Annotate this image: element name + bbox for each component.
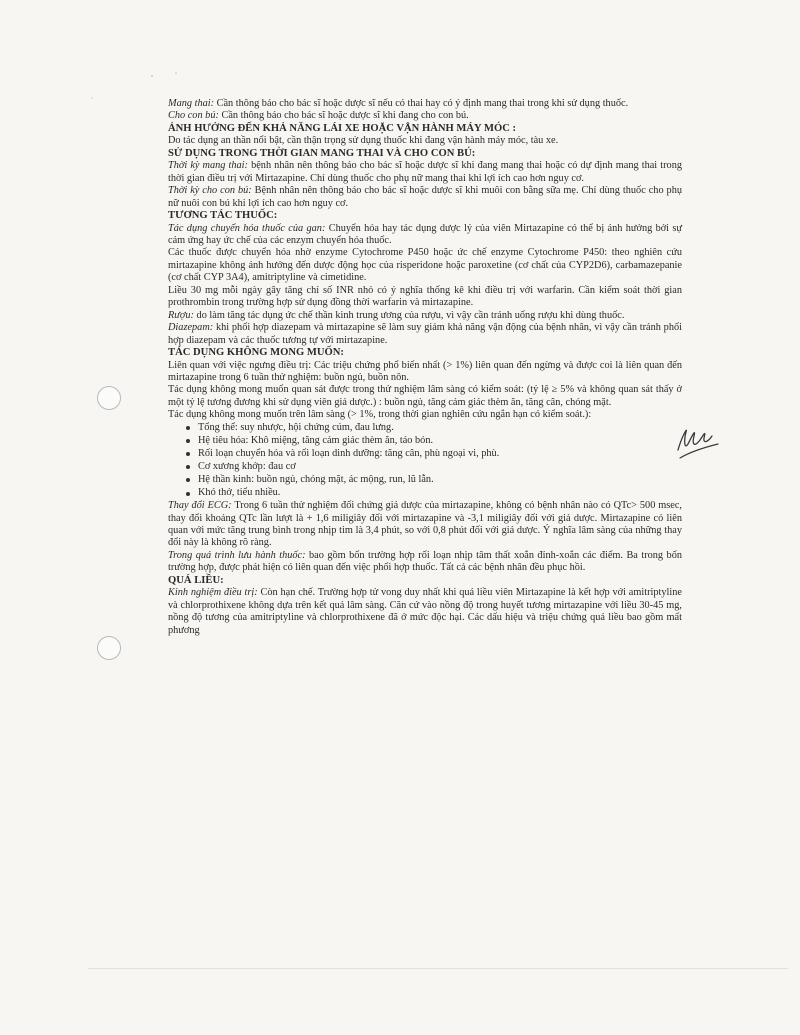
paragraph bbox=[168, 247, 682, 284]
paragraph bbox=[168, 110, 682, 122]
paragraph-text: Các thuốc được chuyển hóa nhờ enzyme Cytochrome P450 hoặc ức chế enzyme Cytochrome P450: theo nghiên cứu mirtazapine không ảnh hưởng đến dược động học của risperidone hoặc paroxetine (cơ chất của CYP2D6), carbamazepanie (cơ chất CYP 3A4), amitriptyline và cimetidine. bbox=[168, 247, 682, 284]
paragraph-text: Còn hạn chế. Trường hợp tử vong duy nhất khi quá liều viên Mirtazapine là kết hợp với amitriptyline và chlorprothixene không dựa trên kết quả lâm sàng. Căn cứ vào nồng độ trong huyết tương mirtazapine với liều 30-45 mg, nồng độ tương của amitriptyline và chlorprothixene đã ở mức độc hại. Các dấu hiệu và triệu chứng quá liều bao gồm mất phương bbox=[168, 587, 682, 636]
bullet-list bbox=[168, 422, 682, 500]
paragraph bbox=[168, 384, 682, 409]
paragraph bbox=[168, 285, 682, 310]
punch-hole-lower bbox=[97, 636, 121, 660]
paragraph-text: Bệnh nhân nên thông báo cho bác sĩ hoặc dược sĩ khi muôi con bằng sữa mẹ. Chỉ dùng thuốc cho phụ nữ nuôi con bú khi lợi ích cao hơn nguy cơ. bbox=[168, 185, 683, 209]
paragraph-text: bệnh nhân nên thông báo cho bác sĩ hoặc dược sĩ khi đang mang thai hoặc có dự định mang thai trong thời gian điều trị với Mirtazapine. Chỉ dùng thuốc cho phụ nữ mang thai khi lợi ích cao hơn nguy cơ. bbox=[168, 160, 682, 184]
paragraph bbox=[168, 500, 682, 550]
section-heading: QUÁ LIỀU: bbox=[168, 574, 224, 586]
list-item: Tổng thể: suy nhược, hội chứng cúm, đau lưng. bbox=[198, 422, 682, 434]
section-heading: SỬ DỤNG TRONG THỜI GIAN MANG THAI VÀ CHO CON BÚ: bbox=[168, 147, 476, 159]
paragraph-lead: Tác dụng chuyển hóa thuốc của gan: bbox=[168, 222, 326, 234]
list-item: Hệ tiêu hóa: Khô miệng, tăng cảm giác thèm ăn, táo bón. bbox=[198, 435, 682, 447]
paragraph bbox=[168, 322, 682, 347]
paragraph-text: Tác dụng không mong muốn quan sát được trong thử nghiệm lâm sàng có kiểm soát: (tỷ lệ ≥ 5% và không quan sát thấy ở một tỷ lệ tương đương khi sử dụng viên giả dược.) : buồn ngủ, tăng cảm giác thèm ăn, tăng cân, chóng mặt. bbox=[168, 384, 682, 408]
list-item: Khó thở, tiểu nhiều. bbox=[198, 487, 682, 499]
paragraph-lead: Thời kỳ cho con bú: bbox=[168, 185, 252, 197]
paragraph-text: Cần thông báo cho bác sĩ hoặc dược sĩ khi đang cho con bú. bbox=[218, 110, 469, 122]
section-heading: ẢNH HƯỞNG ĐẾN KHẢ NĂNG LÁI XE HOẶC VẬN HÀNH MÁY MÓC : bbox=[168, 122, 517, 134]
paragraph-text: bao gồm bốn trường hợp rối loạn nhịp tâm thất xoắn đỉnh-xoắn các điểm. Ba trong bốn trường hợp, được phát hiện có liên quan đến việc phối hợp thuốc. Tất cả các bệnh nhân đều phục hồi. bbox=[168, 549, 682, 574]
paragraph-text: Do tác dụng an thần nổi bật, cần thận trọng sử dụng thuốc khi đang vận hành máy móc, tàu xe. bbox=[168, 135, 559, 147]
paragraph-lead: Thay đổi ECG: bbox=[168, 500, 232, 512]
paragraph-text: Chuyển hóa hay tác dụng dược lý của viên Mirtazapine có thể bị ảnh hưởng bởi sự cảm ứng hay ức chế của các enzym chuyển hóa thuốc. bbox=[168, 222, 682, 246]
paragraph bbox=[168, 135, 682, 147]
paragraph bbox=[168, 185, 682, 210]
paragraph-lead: Thời kỳ mang thai: bbox=[168, 160, 248, 172]
paragraph-lead: Diazepam: bbox=[168, 322, 214, 334]
paragraph-lead: Rượu: bbox=[168, 309, 194, 321]
paragraph bbox=[168, 587, 682, 637]
paragraph bbox=[168, 98, 682, 110]
paragraph bbox=[168, 360, 682, 385]
paragraph-lead: Trong quá trình lưu hành thuốc: bbox=[168, 549, 306, 561]
scan-edge-line bbox=[88, 968, 788, 969]
paragraph-text: do làm tăng tác dụng ức chế thần kinh trung ương của rượu, vì vậy cần tránh uống rượu khi dùng thuốc. bbox=[193, 309, 625, 321]
paragraph-text: Trong 6 tuần thử nghiệm đối chứng giả dược của mirtazapine, không có bệnh nhân nào có QTc> 500 msec, thay đổi khoảng QTc lần lượt là + 1,6 miligiây đối với mirtazapine và -3,1 miligiây đối với giả dược. Mirtazapine có liên quan với mức tăng trung bình trong nhịp tim là 3,4 phút, so với 0,8 phút đối với giả dược. Ý nghĩa lâm sàng của những thay đổi này là không rõ ràng. bbox=[168, 500, 682, 549]
paragraph-lead: Kinh nghiệm điều trị: bbox=[168, 587, 258, 599]
paragraph bbox=[168, 310, 682, 322]
section-heading: TÁC DỤNG KHÔNG MONG MUỐN: bbox=[168, 347, 344, 359]
paragraph-lead: Cho con bú: bbox=[168, 110, 219, 122]
section-heading: TƯƠNG TÁC THUỐC: bbox=[168, 210, 278, 222]
punch-hole-upper bbox=[97, 386, 121, 410]
paragraph bbox=[168, 223, 682, 248]
paragraph bbox=[168, 409, 682, 421]
paragraph-text: Liên quan với việc ngưng điều trị: Các triệu chứng phổ biến nhất (> 1%) liên quan đến ngừng và được coi là liên quan đến mirtazapine trong 6 tuần thử nghiệm: buồn ngủ, buồn nôn. bbox=[168, 359, 682, 383]
paragraph-text: Cần thông báo cho bác sĩ hoặc dược sĩ nếu có thai hay có ý định mang thai trong khi sử dụng thuốc. bbox=[214, 98, 629, 109]
list-item: Cơ xương khớp: đau cơ bbox=[198, 461, 682, 473]
paragraph-lead: Mang thai: bbox=[168, 98, 215, 109]
paragraph-text: khi phối hợp diazepam và mirtazapine sẽ làm suy giảm khả năng vận động của bệnh nhân, vì vậy cần tránh phối hợp diazepam và các thuốc tương tự với mirtazapine. bbox=[168, 322, 682, 346]
paragraph-text: Liều 30 mg mỗi ngày gây tăng chỉ số INR nhỏ có ý nghĩa thống kê khi điều trị với warfarin. Cần kiểm soát thời gian prothrombin trong trường hợp sử dụng đồng thời warfarin và mirtazapine. bbox=[168, 284, 682, 309]
list-item: Rối loạn chuyển hóa và rối loạn dinh dưỡng: tăng cân, phù ngoại vi, phù. bbox=[198, 448, 682, 460]
paragraph bbox=[168, 550, 682, 575]
list-item: Hệ thần kinh: buồn ngủ, chóng mặt, ác mộng, run, lũ lẫn. bbox=[198, 474, 682, 486]
document-body bbox=[168, 98, 682, 637]
paragraph bbox=[168, 160, 682, 185]
paragraph-text: Tác dụng không mong muốn trên lâm sàng (> 1%, trong thời gian nghiên cứu ngắn hạn có kiểm soát.): bbox=[168, 409, 592, 421]
